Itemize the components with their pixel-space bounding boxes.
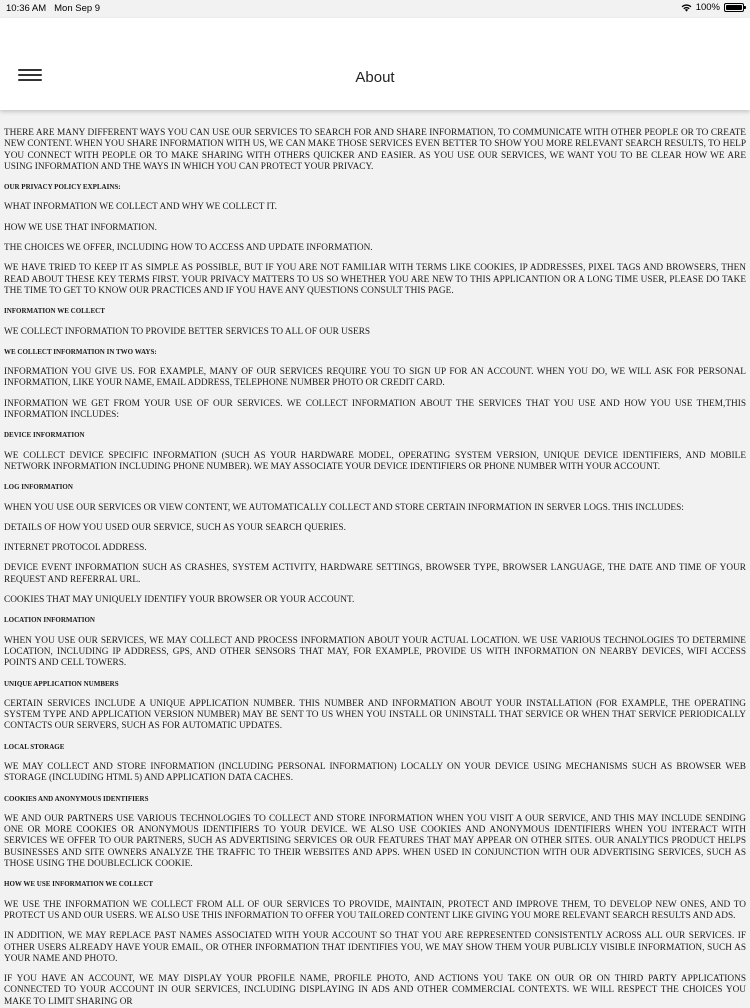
policy-paragraph: INFORMATION WE GET FROM YOUR USE OF OUR SERVICES. WE COLLECT INFORMATION ABOUT THE SERVICES THAT YOU USE AND HOW YOU USE THEM,THIS INFORMATION INCLUDES: [4,398,746,421]
status-time: 10:36 AM [6,3,47,14]
policy-paragraph: WE COLLECT DEVICE SPECIFIC INFORMATION (SUCH AS YOUR HARDWARE MODEL, OPERATING SYSTEM VERSION, UNIQUE DEVICE IDENTIFIERS, AND MOBILE NETWORK INFORMATION INCLUDING PHONE NUMBER). WE MAY ASSOCIATE YOUR DEVICE IDENTIFIERS OR PHONE NUMBER WITH YOUR ACCOUNT. [4,450,746,472]
policy-paragraph: INTERNET PROTOCOL ADDRESS. [4,543,147,554]
policy-paragraph: THERE ARE MANY DIFFERENT WAYS YOU CAN USE OUR SERVICES TO SEARCH FOR AND SHARE INFORMATION, TO COMMUNICATE WITH OTHER PEOPLE OR TO CREATE NEW CONTENT. WHEN YOU SHARE INFORMATION WITH US, WE CAN MAKE THOSE SERVICES EVEN BETTER TO SHOW YOU MORE RELEVANT SEARCH RESULTS, TO HELP YOU CONNECT WITH PEOPLE OR TO MAKE SHARING WITH OTHERS QUICKER AND EASIER. AS YOU USE OUR SERVICES, WE WANT YOU TO BE CLEAR HOW WE ARE USING INFORMATION AND THE WAYS IN WHICH YOU CAN PROTECT YOUR PRIVACY. [4,128,746,172]
section-heading: LOG INFORMATION [4,483,73,492]
policy-paragraph: CERTAIN SERVICES INCLUDE A UNIQUE APPLICATION NUMBER. THIS NUMBER AND INFORMATION ABOUT YOUR INSTALLATION (FOR EXAMPLE, THE OPERATING SYSTEM TYPE AND APPLICATION VERSION NUMBER) MAY BE SENT TO US WHEN YOU INSTALL OR UNINSTALL THAT SERVICE OR WHEN THAT SERVICE PERIODICALLY CONTACTS OUR SERVERS, SUCH AS FOR AUTOMATIC UPDATES. [4,698,746,732]
policy-paragraph: THE CHOICES WE OFFER, INCLUDING HOW TO ACCESS AND UPDATE INFORMATION. [4,243,373,254]
policy-paragraph: WE AND OUR PARTNERS USE VARIOUS TECHNOLOGIES TO COLLECT AND STORE INFORMATION WHEN YOU VISIT A OUR SERVICE, AND THIS MAY INCLUDE SENDING ONE OR MORE COOKIES OR ANONYMOUS IDENTIFIERS TO YOUR DEVICE. WE ALSO USE COOKIES AND ANONYMOUS IDENTIFIERS WHEN YOU INTERACT WITH SERVICES WE OFFER TO OUR PARTNERS, SUCH AS ADVERTISING SERVICES OR OUR FEATURES THAT MAY APPEAR ON OTHER SITES. OUR ANALYTICS PRODUCT HELPS BUSINESSES AND SITE OWNERS ANALYZE THE TRAFFIC TO THEIR WEBSITES AND APPS. WHEN USED IN CONJUNCTION WITH OUR ADVERTISING SERVICES, SUCH AS THOSE USING THE DOUBLECLICK COOKIE. [4,813,746,870]
section-heading: DEVICE INFORMATION [4,431,85,440]
battery-percent: 100% [695,2,720,13]
section-heading: OUR PRIVACY POLICY EXPLAINS: [4,183,121,192]
policy-paragraph: DEVICE EVENT INFORMATION SUCH AS CRASHES, SYSTEM ACTIVITY, HARDWARE SETTINGS, BROWSER TYPE, BROWSER LANGUAGE, THE DATE AND TIME OF YOUR REQUEST AND REFERRAL URL. [4,563,746,585]
section-heading: LOCAL STORAGE [4,742,65,751]
policy-paragraph: WHEN YOU USE OUR SERVICES OR VIEW CONTENT, WE AUTOMATICALLY COLLECT AND STORE CERTAIN INFORMATION IN SERVER LOGS. THIS INCLUDES: [4,502,684,513]
wifi-icon [681,3,692,12]
policy-paragraph: WE USE THE INFORMATION WE COLLECT FROM ALL OF OUR SERVICES TO PROVIDE, MAINTAIN, PROTECT AND IMPROVE THEM, TO DEVELOP NEW ONES, AND TO PROTECT US AND OUR USERS. WE ALSO USE THIS INFORMATION TO OFFER YOU TAILORED CONTENT LIKE GIVING YOU MORE RELEVANT SEARCH RESULTS AND ADS. [4,899,746,921]
section-heading: UNIQUE APPLICATION NUMBERS [4,679,119,688]
status-time-date [6,3,100,14]
policy-paragraph: WE MAY COLLECT AND STORE INFORMATION (INCLUDING PERSONAL INFORMATION) LOCALLY ON YOUR DEVICE USING MECHANISMS SUCH AS BROWSER WEB STORAGE (INCLUDING HTML 5) AND APPLICATION DATA CACHES. [4,761,746,784]
policy-paragraph: IN ADDITION, WE MAY REPLACE PAST NAMES ASSOCIATED WITH YOUR ACCOUNT SO THAT YOU ARE REPRESENTED CONSISTENTLY ACROSS ALL OUR SERVICES. IF OTHER USERS ALREADY HAVE YOUR EMAIL, OR OTHER INFORMATION THAT IDENTIFIES YOU, WE MAY SHOW THEM YOUR PUBLICLY VISIBLE INFORMATION, SUCH AS YOUR NAME AND PHOTO. [4,931,746,964]
policy-paragraph: COOKIES THAT MAY UNIQUELY IDENTIFY YOUR BROWSER OR YOUR ACCOUNT. [4,595,355,606]
section-heading: LOCATION INFORMATION [4,616,95,625]
section-heading: COOKIES AND ANONYMOUS IDENTIFIERS [4,794,149,803]
status-bar [0,0,750,18]
section-heading: WE COLLECT INFORMATION IN TWO WAYS: [4,347,157,356]
status-indicators [681,2,744,13]
policy-paragraph: WHEN YOU USE OUR SERVICES, WE MAY COLLECT AND PROCESS INFORMATION ABOUT YOUR ACTUAL LOCATION. WE USE VARIOUS TECHNOLOGIES TO DETERMINE LOCATION, INCLUDING IP ADDRESS, GPS, AND OTHER SENSORS THAT MAY, FOR EXAMPLE, PROVIDE US WITH INFORMATION ON NEARBY DEVICES, WIFI ACCESS POINTS AND CELL TOWERS. [4,635,746,669]
policy-paragraph: HOW WE USE THAT INFORMATION. [4,222,157,233]
policy-paragraph: WHAT INFORMATION WE COLLECT AND WHY WE COLLECT IT. [4,202,277,213]
policy-paragraph: DETAILS OF HOW YOU USED OUR SERVICE, SUCH AS YOUR SEARCH QUERIES. [4,522,346,533]
page-title: About [355,69,395,86]
battery-icon [724,3,744,12]
policy-paragraph: IF YOU HAVE AN ACCOUNT, WE MAY DISPLAY YOUR PROFILE NAME, PROFILE PHOTO, AND ACTIONS YOU TAKE ON OUR OR ON THIRD PARTY APPLICATIONS CONNECTED TO YOUR ACCOUNT IN OUR SERVICES, INCLUDING DISPLAYING IN ADS AND OTHER COMMERCIAL CONTEXTS. WE WILL RESPECT THE CHOICES YOU MAKE TO LIMIT SHARING OR [4,974,746,1007]
policy-paragraph: WE HAVE TRIED TO KEEP IT AS SIMPLE AS POSSIBLE, BUT IF YOU ARE NOT FAMILIAR WITH TERMS LIKE COOKIES, IP ADDRESSES, PIXEL TAGS AND BROWSERS, THEN READ ABOUT THESE KEY TERMS FIRST. YOUR PRIVACY MATTERS TO US SO WHETHER YOU ARE NEW TO THIS APPLICANTION OR A LONG TIME USER, PLEASE DO TAKE THE TIME TO GET TO KNOW OUR PRACTICES AND IF YOU HAVE ANY QUESTIONS CONSULT THIS PAGE. [4,263,746,296]
status-date: Mon Sep 9 [54,3,101,14]
section-heading: INFORMATION WE COLLECT [4,307,105,316]
section-heading: HOW WE USE INFORMATION WE COLLECT [4,880,154,889]
policy-paragraph: INFORMATION YOU GIVE US. FOR EXAMPLE, MANY OF OUR SERVICES REQUIRE YOU TO SIGN UP FOR AN ACCOUNT. WHEN YOU DO, WE WILL ASK FOR PERSONAL INFORMATION, LIKE YOUR NAME, EMAIL ADDRESS, TELEPHONE NUMBER PHOTO OR CREDIT CARD. [4,367,746,389]
privacy-policy-content[interactable] [0,110,750,1007]
policy-paragraph: WE COLLECT INFORMATION TO PROVIDE BETTER SERVICES TO ALL OF OUR USERS [4,326,371,337]
navigation-bar [0,18,750,110]
